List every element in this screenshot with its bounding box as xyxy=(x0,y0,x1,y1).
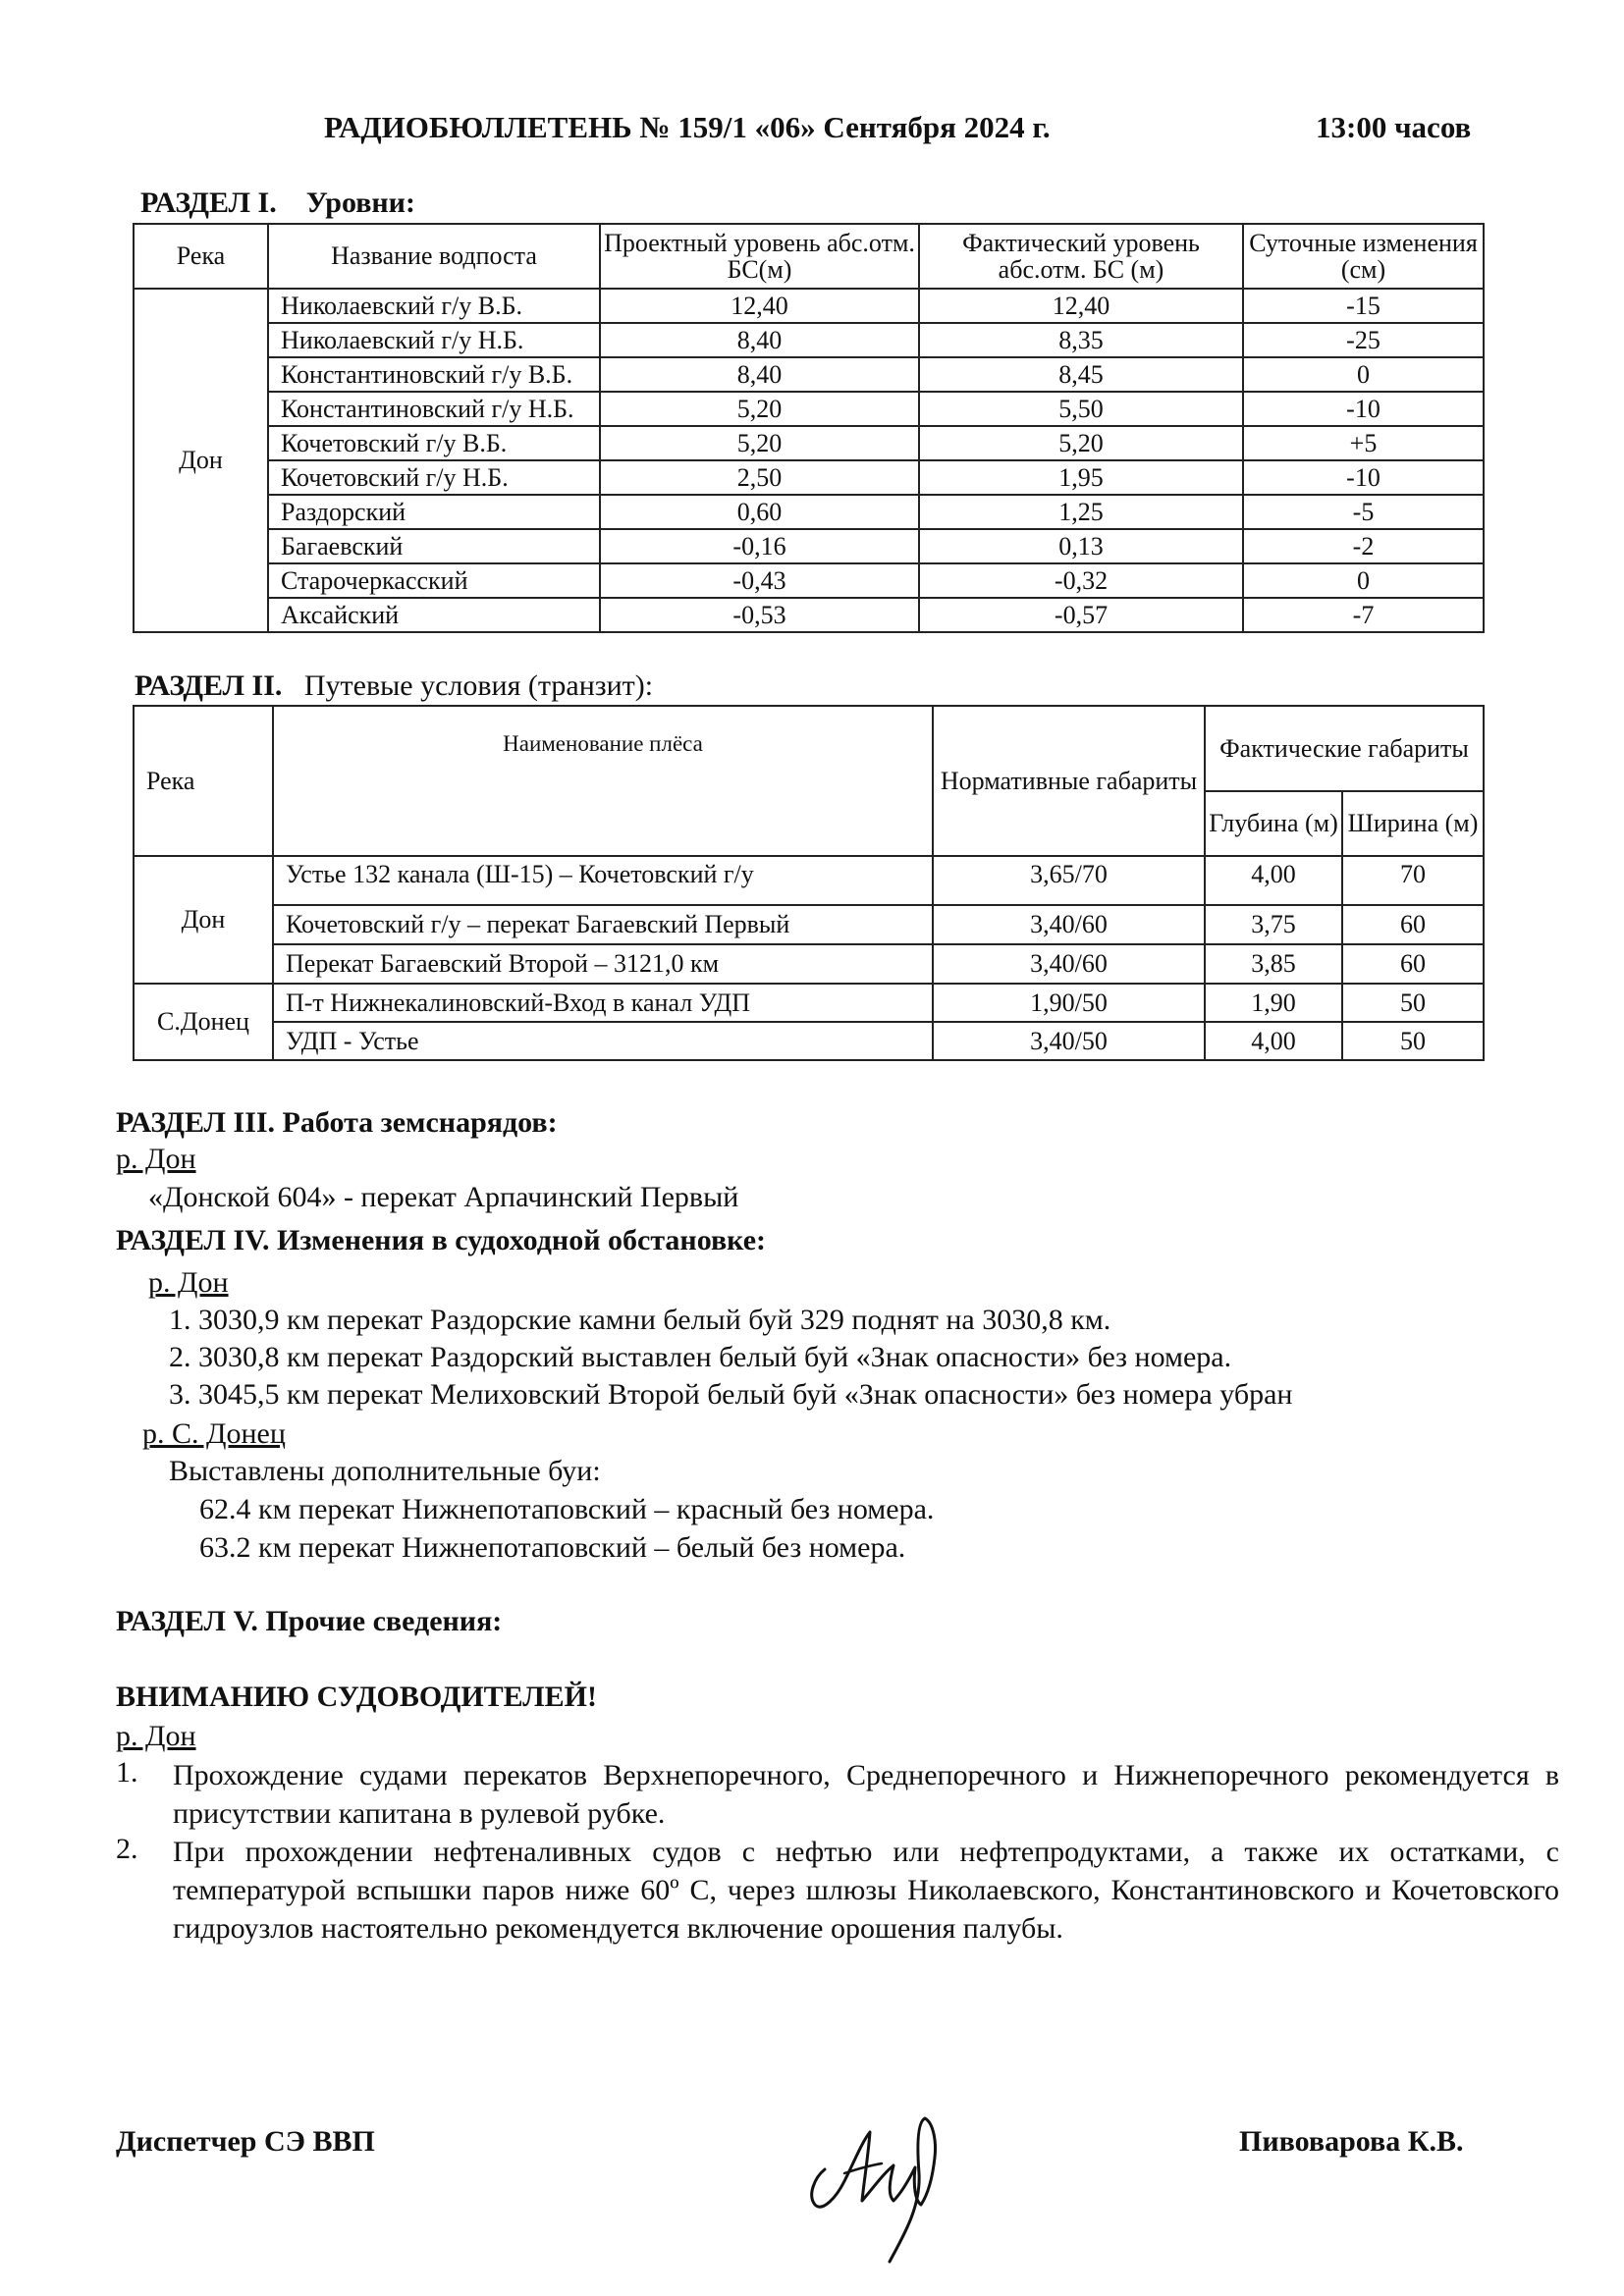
post-cell: Константиновский г/у Н.Б. xyxy=(268,392,600,426)
transit-table xyxy=(133,705,1485,1061)
change-cell: -5 xyxy=(1243,495,1484,529)
list-item: 63.2 км перекат Нижнепотаповский – белый без номера. xyxy=(199,1531,906,1564)
col-actual-level: Фактический уровень абс.отм. БС (м) xyxy=(919,224,1243,289)
fact-cell: 1,95 xyxy=(919,460,1243,495)
table-row xyxy=(134,529,1484,563)
section4-river-don: р. Дон xyxy=(148,1266,229,1299)
change-cell: 0 xyxy=(1243,357,1484,392)
width-cell: 60 xyxy=(1342,905,1484,944)
post-cell: Аксайский xyxy=(268,598,600,632)
attention-item-number: 1. xyxy=(116,1756,138,1789)
change-cell: 0 xyxy=(1243,563,1484,598)
attention-item-1 xyxy=(116,1756,1559,1833)
attention-title: ВНИМАНИЮ СУДОВОДИТЕЛЕЙ! xyxy=(116,1681,597,1713)
river-cell: С.Донец xyxy=(134,984,273,1060)
proj-cell: 8,40 xyxy=(600,323,919,357)
attention-item-number: 2. xyxy=(116,1833,138,1865)
table-row xyxy=(134,984,1484,1022)
change-cell: -7 xyxy=(1243,598,1484,632)
table-row xyxy=(134,856,1484,905)
col-depth: Глубина (м) xyxy=(1205,791,1342,856)
norm-cell: 3,40/50 xyxy=(933,1022,1205,1060)
proj-cell: 5,20 xyxy=(600,426,919,460)
col-reach: Наименование плёса xyxy=(273,706,933,856)
proj-cell: -0,53 xyxy=(600,598,919,632)
post-cell: Константиновский г/у В.Б. xyxy=(268,357,600,392)
change-cell: +5 xyxy=(1243,426,1484,460)
col-actual-dimensions: Фактические габариты xyxy=(1205,706,1484,791)
attention-river: р. Дон xyxy=(116,1720,196,1752)
transit-header-row xyxy=(134,706,1484,791)
list-item: 3. 3045,5 км перекат Мелиховский Второй белый буй «Знак опасности» без номера убран xyxy=(169,1378,1293,1411)
table-row xyxy=(134,323,1484,357)
section2-number: РАЗДЕЛ II. xyxy=(135,669,283,702)
col-river: Река xyxy=(134,224,268,289)
change-cell: -10 xyxy=(1243,460,1484,495)
change-cell: -10 xyxy=(1243,392,1484,426)
table-row xyxy=(134,905,1484,944)
proj-cell: 12,40 xyxy=(600,289,919,323)
fact-cell: 8,35 xyxy=(919,323,1243,357)
section4-donets-intro: Выставлены дополнительные буи: xyxy=(169,1455,601,1487)
levels-header-row xyxy=(134,224,1484,289)
post-cell: Кочетовский г/у В.Б. xyxy=(268,426,600,460)
col-norm-dimensions: Нормативные габариты xyxy=(933,706,1205,856)
reach-cell: Перекат Багаевский Второй – 3121,0 км xyxy=(273,944,933,984)
norm-cell: 1,90/50 xyxy=(933,984,1205,1022)
post-cell: Николаевский г/у Н.Б. xyxy=(268,323,600,357)
col-daily-change: Суточные изменения (см) xyxy=(1243,224,1484,289)
dispatcher-name: Пивоварова К.В. xyxy=(1239,2125,1464,2158)
fact-cell: -0,32 xyxy=(919,563,1243,598)
width-cell: 70 xyxy=(1342,856,1484,905)
col-width: Ширина (м) xyxy=(1342,791,1484,856)
proj-cell: -0,16 xyxy=(600,529,919,563)
post-cell: Старочеркасский xyxy=(268,563,600,598)
post-cell: Багаевский xyxy=(268,529,600,563)
proj-cell: -0,43 xyxy=(600,563,919,598)
section1-number: РАЗДЕЛ I. xyxy=(140,187,277,219)
table-row xyxy=(134,495,1484,529)
section5-title: РАЗДЕЛ V. Прочие сведения: xyxy=(116,1605,503,1637)
width-cell: 60 xyxy=(1342,944,1484,984)
change-cell: -15 xyxy=(1243,289,1484,323)
col-post: Название водпоста xyxy=(268,224,600,289)
col-river: Река xyxy=(134,706,273,856)
table-row xyxy=(134,289,1484,323)
list-item: 1. 3030,9 км перекат Раздорские камни белый буй 329 поднят на 3030,8 км. xyxy=(169,1304,1111,1336)
river-cell: Дон xyxy=(134,289,268,632)
river-cell: Дон xyxy=(134,856,273,984)
proj-cell: 0,60 xyxy=(600,495,919,529)
depth-cell: 1,90 xyxy=(1205,984,1342,1022)
section1-title xyxy=(140,187,415,220)
proj-cell: 5,20 xyxy=(600,392,919,426)
depth-cell: 4,00 xyxy=(1205,856,1342,905)
fact-cell: -0,57 xyxy=(919,598,1243,632)
depth-cell: 4,00 xyxy=(1205,1022,1342,1060)
section2-title xyxy=(135,669,653,703)
attention-item-text: Прохождение судами перекатов Верхнепоречного, Среднепоречного и Нижнепоречного рекомендуется в присутствии капитана в рулевой рубке. xyxy=(173,1759,1559,1830)
table-row xyxy=(134,944,1484,984)
section3-title: РАЗДЕЛ III. Работа земснарядов: xyxy=(116,1106,558,1139)
post-cell: Николаевский г/у В.Б. xyxy=(268,289,600,323)
reach-cell: Устье 132 канала (Ш-15) – Кочетовский г/у xyxy=(273,856,933,905)
section4-river-donets: р. С. Донец xyxy=(142,1417,286,1450)
bulletin-title: РАДИОБЮЛЛЕТЕНЬ № 159/1 «06» Сентября 2024 г. xyxy=(324,110,1051,144)
post-cell: Раздорский xyxy=(268,495,600,529)
reach-cell: П-т Нижнекалиновский-Вход в канал УДП xyxy=(273,984,933,1022)
table-row xyxy=(134,460,1484,495)
proj-cell: 2,50 xyxy=(600,460,919,495)
attention-item-text: При прохождении нефтеналивных судов с нефтью или нефтепродуктами, а также их остатками, с температурой вспышки паров ниже 60º С, через шлюзы Николаевского, Константиновского и Кочетовского гидроузлов настоятельно рекомендуется включение орошения палубы. xyxy=(173,1836,1559,1945)
depth-cell: 3,75 xyxy=(1205,905,1342,944)
norm-cell: 3,40/60 xyxy=(933,905,1205,944)
width-cell: 50 xyxy=(1342,984,1484,1022)
fact-cell: 5,20 xyxy=(919,426,1243,460)
table-row xyxy=(134,1022,1484,1060)
handwritten-signature xyxy=(785,2079,982,2275)
table-row xyxy=(134,563,1484,598)
table-row xyxy=(134,357,1484,392)
section2-name: Путевые условия (транзит): xyxy=(303,669,654,702)
proj-cell: 8,40 xyxy=(600,357,919,392)
fact-cell: 8,45 xyxy=(919,357,1243,392)
list-item: 62.4 км перекат Нижнепотаповский – красный без номера. xyxy=(199,1493,935,1525)
section3-river: р. Дон xyxy=(116,1143,196,1175)
table-row xyxy=(134,598,1484,632)
levels-table xyxy=(133,223,1485,633)
section3-item: «Донской 604» - перекат Арпачинский Первый xyxy=(148,1181,739,1213)
fact-cell: 5,50 xyxy=(919,392,1243,426)
fact-cell: 1,25 xyxy=(919,495,1243,529)
list-item: 2. 3030,8 км перекат Раздорский выставлен белый буй «Знак опасности» без номера. xyxy=(169,1341,1232,1373)
table-row xyxy=(134,426,1484,460)
norm-cell: 3,40/60 xyxy=(933,944,1205,984)
section4-title: РАЗДЕЛ IV. Изменения в судоходной обстановке: xyxy=(116,1224,767,1256)
section1-name: Уровни: xyxy=(305,187,415,219)
norm-cell: 3,65/70 xyxy=(933,856,1205,905)
fact-cell: 0,13 xyxy=(919,529,1243,563)
change-cell: -2 xyxy=(1243,529,1484,563)
width-cell: 50 xyxy=(1342,1022,1484,1060)
dispatcher-position: Диспетчер СЭ ВВП xyxy=(116,2125,375,2158)
col-project-level: Проектный уровень абс.отм. БС(м) xyxy=(600,224,919,289)
reach-cell: УДП - Устье xyxy=(273,1022,933,1060)
bulletin-time: 13:00 часов xyxy=(1316,110,1472,144)
change-cell: -25 xyxy=(1243,323,1484,357)
fact-cell: 12,40 xyxy=(919,289,1243,323)
post-cell: Кочетовский г/у Н.Б. xyxy=(268,460,600,495)
reach-cell: Кочетовский г/у – перекат Багаевский Первый xyxy=(273,905,933,944)
attention-item-2 xyxy=(116,1833,1559,1948)
table-row xyxy=(134,392,1484,426)
depth-cell: 3,85 xyxy=(1205,944,1342,984)
